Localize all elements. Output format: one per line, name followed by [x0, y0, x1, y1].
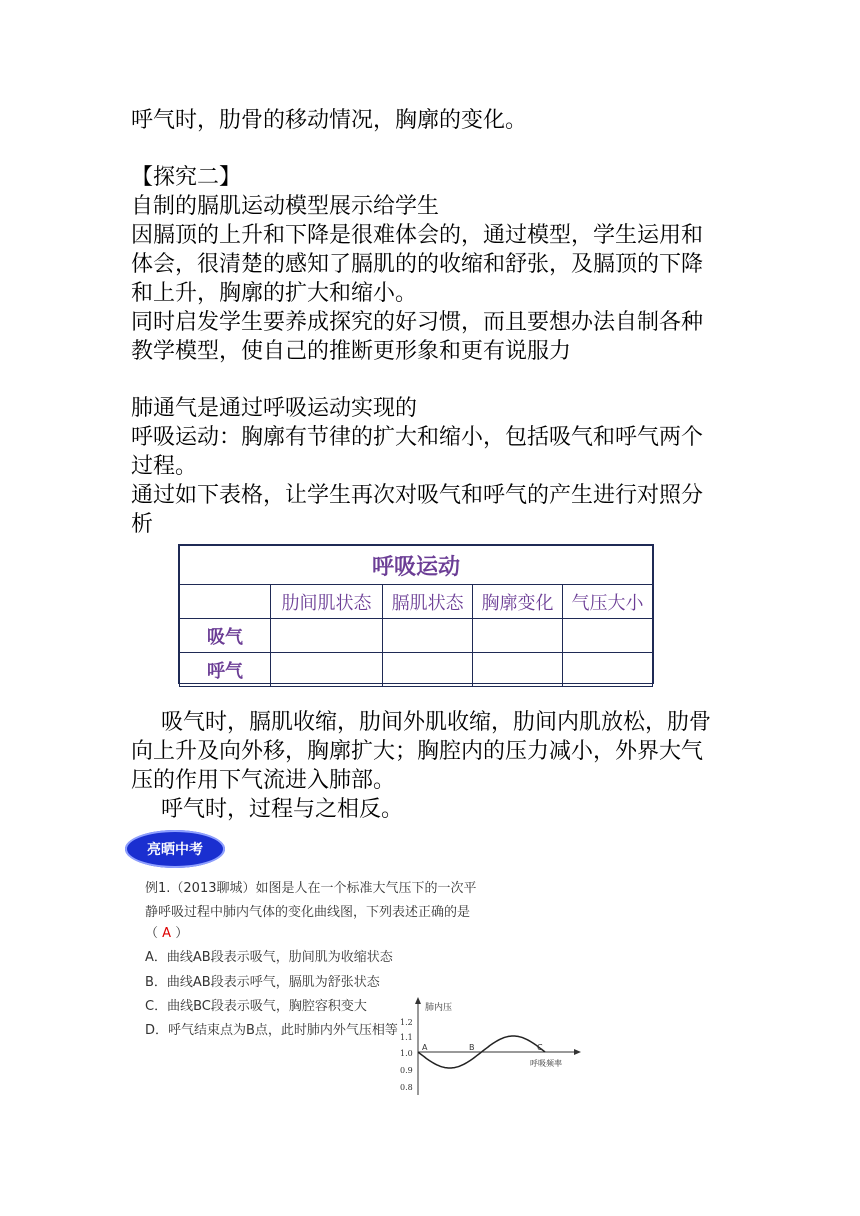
text-line: 自制的膈肌运动模型展示给学生 [131, 194, 440, 219]
point-label-b: B [469, 1043, 475, 1052]
text-line: 肺通气是通过呼吸运动实现的 [131, 396, 418, 421]
x-axis-arrow [574, 1049, 581, 1055]
breathing-table [178, 544, 654, 684]
question-text: 静呼吸过程中肺内气体的变化曲线图，下列表述正确的是 [145, 905, 471, 920]
table-header: 气压大小 [563, 585, 653, 619]
table-cell [383, 619, 473, 653]
answer-line [145, 922, 188, 941]
text-line: 因膈顶的上升和下降是很难体会的，通过模型，学生运用和 [131, 223, 704, 248]
answer-bracket-open: （ [145, 926, 159, 941]
table-header-empty [180, 585, 271, 619]
text-line: 同时启发学生要养成探究的好习惯，而且要想办法自制各种 [131, 310, 704, 335]
row-label: 吸气 [180, 619, 271, 653]
text-line: 析 [131, 512, 154, 537]
table-cell [473, 653, 563, 687]
option-c: C．曲线BC段表示吸气，胸腔容积变大 [145, 999, 367, 1014]
point-label-a: A [422, 1043, 428, 1052]
exam-badge: 亮晒中考 [125, 830, 225, 868]
section-heading: 【探究二】 [131, 165, 242, 190]
y-tick-label: 1.1 [400, 1033, 413, 1042]
y-tick-label: 0.8 [400, 1083, 413, 1092]
x-axis-label: 呼吸频率 [530, 1059, 562, 1068]
table-cell [383, 653, 473, 687]
text-line: 压的作用下气流进入肺部。 [131, 768, 396, 793]
option-b: B．曲线AB段表示呼气，膈肌为舒张状态 [145, 975, 380, 990]
y-tick-label: 1.0 [400, 1049, 413, 1058]
table-cell [473, 619, 563, 653]
table-cell [563, 653, 653, 687]
text-line: 呼气时，过程与之相反。 [161, 797, 404, 822]
text-line: 通过如下表格，让学生再次对吸气和呼气的产生进行对照分 [131, 483, 704, 508]
text-line: 过程。 [131, 454, 198, 479]
table-row [180, 619, 653, 653]
table-title: 呼吸运动 [180, 546, 653, 585]
text-line: 吸气时，膈肌收缩，肋间外肌收缩，肋间内肌放松，肋骨 [161, 710, 712, 735]
pressure-chart [395, 995, 595, 1100]
table-cell [563, 619, 653, 653]
table-cell [271, 653, 383, 687]
table-header: 膈肌状态 [383, 585, 473, 619]
table-header: 肋间肌状态 [271, 585, 383, 619]
text-line: 体会，很清楚的感知了膈肌的的收缩和舒张，及膈顶的下降 [131, 252, 704, 277]
y-axis-arrow [415, 997, 421, 1004]
text-line: 呼气时，肋骨的移动情况，胸廓的变化。 [131, 108, 528, 133]
y-tick-label: 1.2 [400, 1018, 413, 1027]
option-a: A．曲线AB段表示吸气，肋间肌为收缩状态 [145, 950, 393, 965]
text-line: 和上升，胸廓的扩大和缩小。 [131, 281, 418, 306]
y-tick-label: 0.9 [400, 1066, 413, 1075]
question-text: 例1.（2013聊城）如图是人在一个标准大气压下的一次平 [145, 881, 477, 896]
answer-bracket-close: ） [175, 926, 189, 941]
option-d: D．呼气结束点为B点，此时肺内外气压相等 [145, 1023, 398, 1038]
point-label-c: C [537, 1043, 543, 1052]
text-line: 向上升及向外移，胸廓扩大；胸腔内的压力减小，外界大气 [131, 739, 704, 764]
text-line: 呼吸运动：胸廓有节律的扩大和缩小，包括吸气和呼气两个 [131, 425, 704, 450]
table-header: 胸廓变化 [473, 585, 563, 619]
table-cell [271, 619, 383, 653]
row-label: 呼气 [180, 653, 271, 687]
text-line: 教学模型，使自己的推断更形象和更有说服力 [131, 339, 572, 364]
table-row [180, 653, 653, 687]
y-axis-label: 肺内压 [425, 1003, 453, 1013]
answer-letter: A [162, 926, 172, 941]
